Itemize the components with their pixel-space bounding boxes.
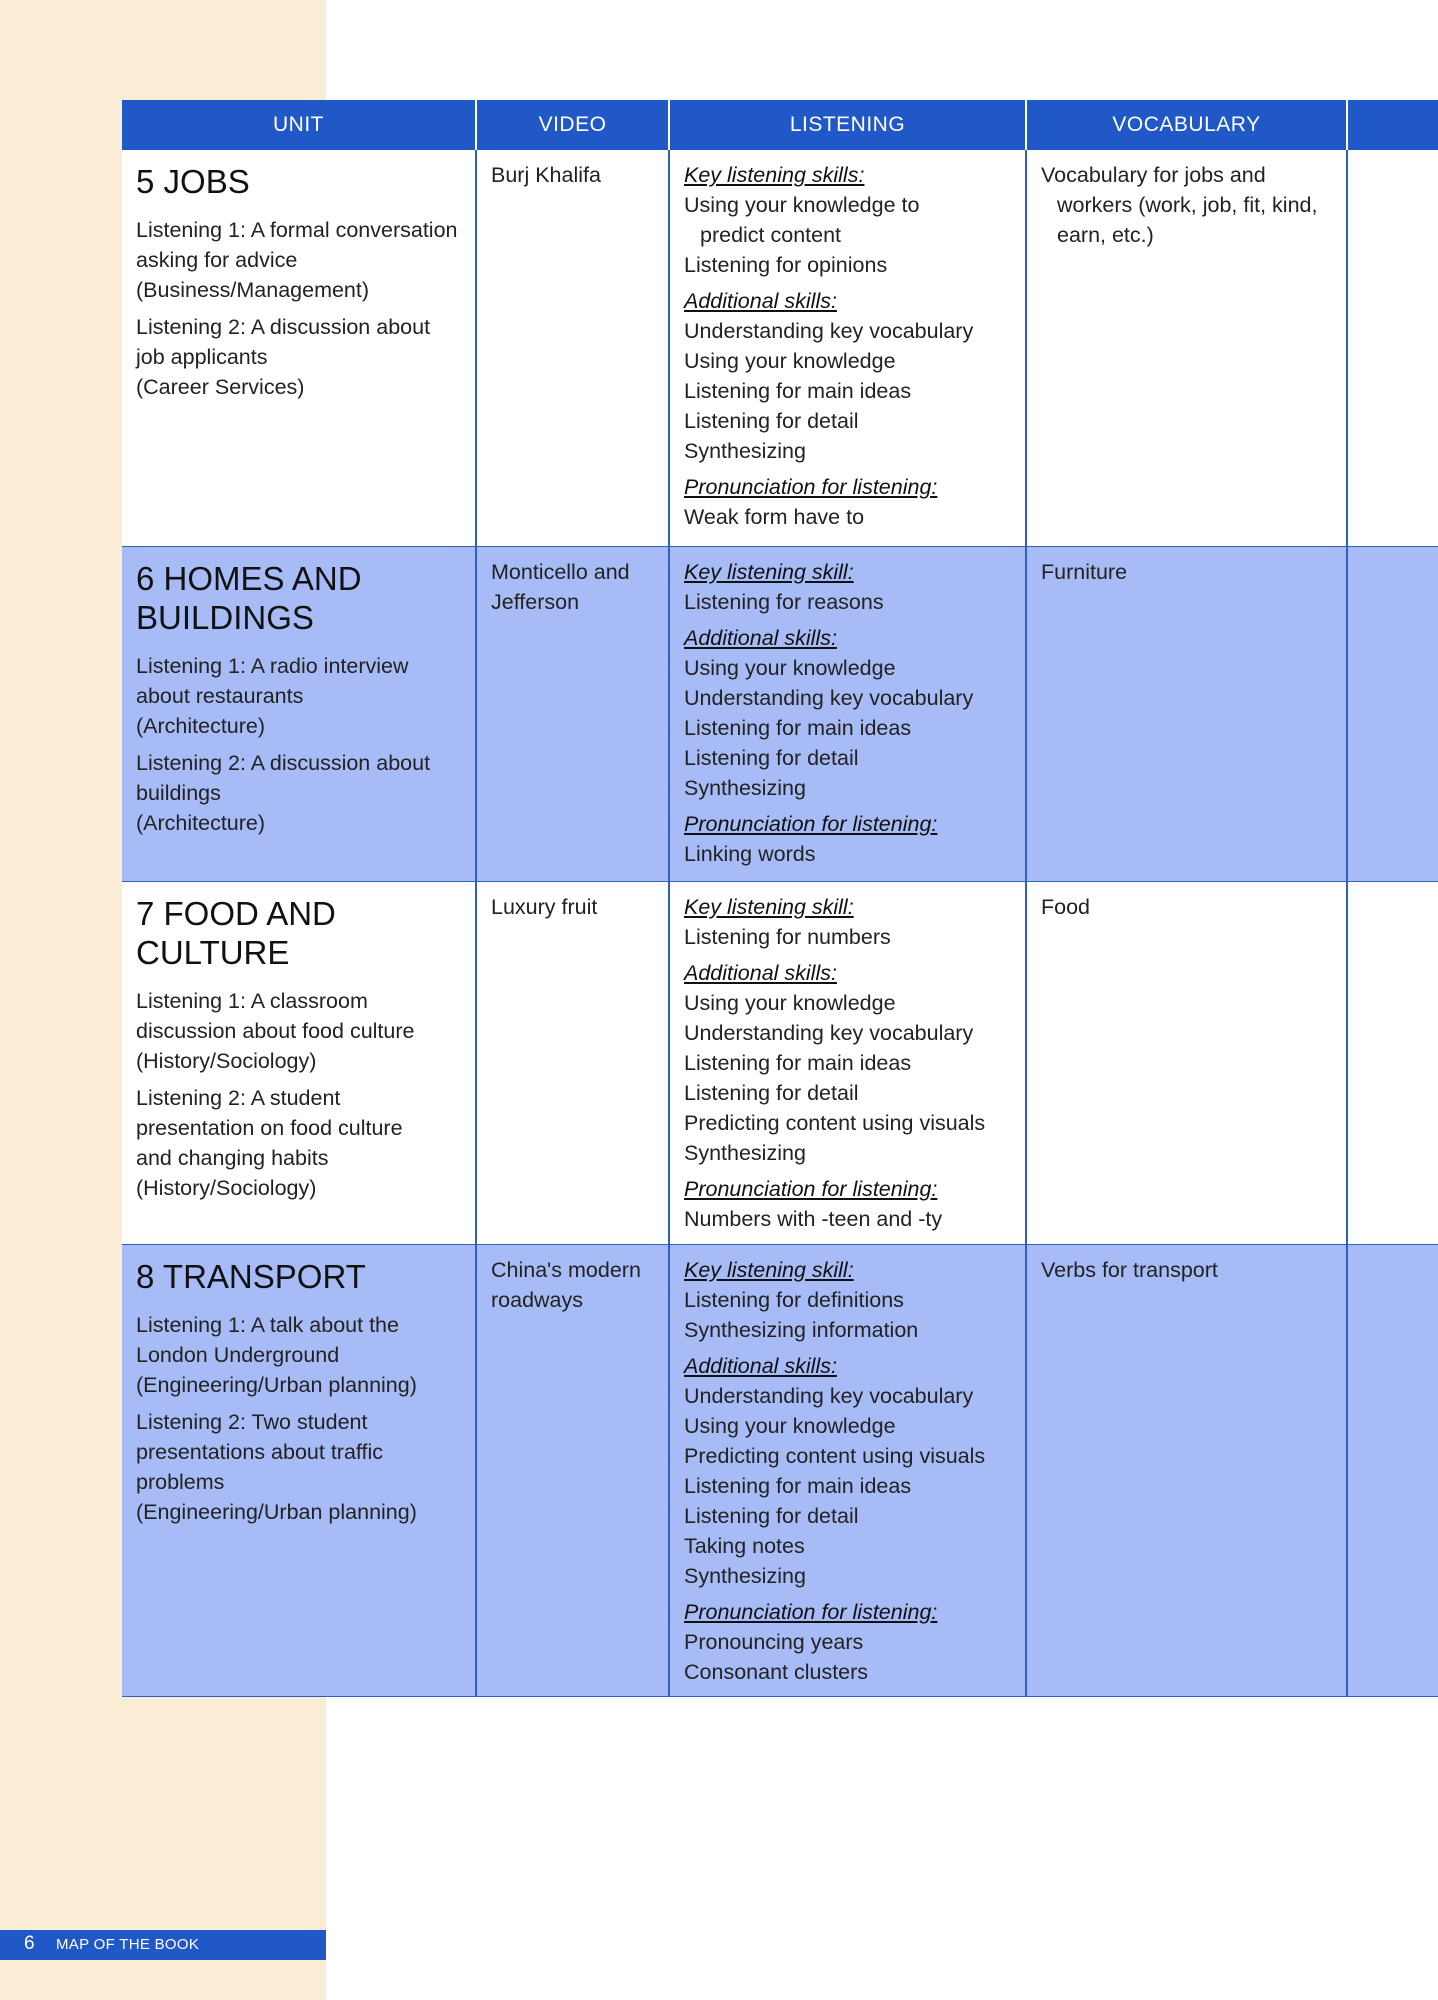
unit-text: buildings — [136, 780, 221, 805]
vocabulary-item: Verbs for transport — [1041, 1257, 1218, 1282]
video-title: Monticello and — [491, 559, 630, 584]
listening-item: Synthesizing — [684, 775, 806, 800]
listening-heading: Additional skills: — [684, 960, 837, 985]
listening-item: Taking notes — [684, 1533, 805, 1558]
listening-item: Pronouncing years — [684, 1629, 864, 1654]
listening-item: Understanding key vocabulary — [684, 1383, 974, 1408]
video-cell — [476, 1244, 669, 1696]
listening-item: predict content — [700, 223, 842, 247]
video-title: Jefferson — [491, 589, 580, 614]
unit-listening-2 — [136, 748, 463, 838]
unit-listening-1 — [136, 1310, 463, 1400]
listening-item: Listening for main ideas — [684, 1473, 912, 1498]
video-title: roadways — [491, 1287, 584, 1312]
video-title: Luxury fruit — [491, 894, 598, 919]
unit-listening-1 — [136, 215, 463, 305]
listening-cell — [669, 150, 1026, 546]
vocabulary-cell — [1026, 150, 1347, 546]
unit-title: 5 JOBS — [136, 163, 250, 200]
listening-cell — [669, 881, 1026, 1244]
vocabulary-item: Food — [1041, 894, 1091, 919]
listening-heading: Key listening skill: — [684, 894, 854, 919]
gutter-cell — [1347, 150, 1438, 546]
vocabulary-cell — [1026, 881, 1347, 1244]
unit-cell — [122, 150, 476, 546]
unit-title — [136, 894, 463, 972]
vocabulary-cell — [1026, 1244, 1347, 1696]
gutter-cell — [1347, 1244, 1438, 1696]
listening-item: Using your knowledge — [684, 655, 896, 680]
header-unit: UNIT — [122, 100, 476, 150]
section-label: MAP OF THE BOOK — [56, 1936, 200, 1953]
listening-heading: Pronunciation for listening: — [684, 475, 938, 499]
listening-item: Listening for main ideas — [684, 1050, 912, 1075]
header-row — [122, 100, 1438, 150]
unit-text: problems — [136, 1469, 225, 1494]
unit-text: (History/Sociology) — [136, 1048, 317, 1073]
map-of-book-table — [122, 100, 1438, 1697]
header-vocabulary: VOCABULARY — [1026, 100, 1347, 150]
listening-item: Using your knowledge — [684, 1413, 896, 1438]
video-title: Burj Khalifa — [491, 163, 601, 187]
header-listening: LISTENING — [669, 100, 1026, 150]
unit-text: (Architecture) — [136, 713, 266, 738]
unit-title-line: 7 FOOD AND — [136, 894, 336, 932]
listening-item: Listening for definitions — [684, 1287, 904, 1312]
listening-heading: Additional skills: — [684, 1353, 837, 1378]
listening-item: Listening for detail — [684, 1503, 859, 1528]
listening-heading: Key listening skill: — [684, 1257, 854, 1282]
video-cell — [476, 881, 669, 1244]
listening-item: Predicting content using visuals — [684, 1443, 986, 1468]
unit-title-line: BUILDINGS — [136, 598, 314, 636]
unit-cell — [122, 881, 476, 1244]
listening-item: Synthesizing information — [684, 1317, 919, 1342]
header-gutter — [1347, 100, 1438, 150]
unit-text: London Underground — [136, 1342, 340, 1367]
unit-text: presentations about traffic — [136, 1439, 384, 1464]
unit-text: (Career Services) — [136, 375, 305, 399]
listening-item: Listening for reasons — [684, 589, 884, 614]
vocabulary-cell — [1026, 546, 1347, 881]
unit-listening-1 — [136, 986, 463, 1076]
unit-text: about restaurants — [136, 683, 304, 708]
unit-text: Listening 1: A radio interview — [136, 653, 409, 678]
unit-cell — [122, 1244, 476, 1696]
video-cell — [476, 150, 669, 546]
listening-heading: Key listening skills: — [684, 163, 865, 187]
unit-row-5 — [122, 150, 1438, 546]
listening-heading: Additional skills: — [684, 289, 837, 313]
listening-item: Listening for numbers — [684, 924, 891, 949]
listening-cell — [669, 546, 1026, 881]
listening-item: Using your knowledge — [684, 349, 896, 373]
unit-text: Listening 2: Two student — [136, 1409, 368, 1434]
unit-text: Listening 2: A discussion about — [136, 750, 431, 775]
vocabulary-item: Vocabulary for jobs and — [1041, 163, 1266, 187]
unit-text: (Business/Management) — [136, 278, 370, 302]
listening-heading: Pronunciation for listening: — [684, 811, 938, 836]
gutter-cell — [1347, 881, 1438, 1244]
listening-item: Consonant clusters — [684, 1659, 869, 1684]
listening-item: Using your knowledge — [684, 990, 896, 1015]
listening-heading: Additional skills: — [684, 625, 837, 650]
unit-row-8 — [122, 1244, 1438, 1696]
video-cell — [476, 546, 669, 881]
listening-heading: Key listening skill: — [684, 559, 854, 584]
unit-text: (Engineering/Urban planning) — [136, 1372, 417, 1397]
listening-item: Listening for detail — [684, 1080, 859, 1105]
unit-listening-2 — [136, 312, 463, 402]
unit-listening-2 — [136, 1407, 463, 1527]
listening-item: Synthesizing — [684, 1140, 806, 1165]
unit-text: presentation on food culture — [136, 1115, 403, 1140]
vocabulary-item: Furniture — [1041, 559, 1128, 584]
unit-title: 8 TRANSPORT — [136, 1257, 366, 1295]
unit-text: and changing habits — [136, 1145, 329, 1170]
listening-item: Listening for detail — [684, 745, 859, 770]
listening-item: Listening for opinions — [684, 253, 888, 277]
unit-row-7 — [122, 881, 1438, 1244]
unit-title — [136, 559, 463, 637]
listening-item: Predicting content using visuals — [684, 1110, 986, 1135]
unit-text: discussion about food culture — [136, 1018, 415, 1043]
vocabulary-item: workers (work, job, fit, kind, — [1057, 193, 1318, 217]
unit-text: Listening 1: A talk about the — [136, 1312, 399, 1337]
unit-text: Listening 2: A discussion about — [136, 315, 431, 339]
unit-text: Listening 1: A classroom — [136, 988, 368, 1013]
unit-listening-1 — [136, 651, 463, 741]
listening-item: Listening for main ideas — [684, 715, 912, 740]
listening-item: Listening for detail — [684, 409, 859, 433]
listening-item: Understanding key vocabulary — [684, 1020, 974, 1045]
unit-text: job applicants — [136, 345, 268, 369]
unit-cell — [122, 546, 476, 881]
unit-row-6 — [122, 546, 1438, 881]
listening-item: Understanding key vocabulary — [684, 319, 974, 343]
unit-title-line: CULTURE — [136, 933, 290, 971]
unit-title-line: 6 HOMES AND — [136, 559, 362, 597]
unit-text: (History/Sociology) — [136, 1175, 317, 1200]
unit-text: Listening 1: A formal conversation — [136, 218, 458, 242]
vocabulary-item: earn, etc.) — [1057, 223, 1154, 247]
video-title: China's modern — [491, 1257, 641, 1282]
listening-item: Synthesizing — [684, 1563, 806, 1588]
unit-text: Listening 2: A student — [136, 1085, 341, 1110]
page-number: 6 — [24, 1933, 35, 1954]
listening-item: Using your knowledge to — [684, 193, 920, 217]
listening-item: Weak form have to — [684, 505, 865, 529]
unit-listening-2 — [136, 1083, 463, 1203]
listening-heading: Pronunciation for listening: — [684, 1599, 938, 1624]
footer-bar — [0, 1930, 326, 1960]
unit-text: asking for advice — [136, 248, 298, 272]
listening-item: Listening for main ideas — [684, 379, 912, 403]
unit-text: (Architecture) — [136, 810, 266, 835]
unit-text: (Engineering/Urban planning) — [136, 1499, 417, 1524]
listening-item: Understanding key vocabulary — [684, 685, 974, 710]
gutter-cell — [1347, 546, 1438, 881]
header-video: VIDEO — [476, 100, 669, 150]
listening-heading: Pronunciation for listening: — [684, 1176, 938, 1201]
listening-item: Synthesizing — [684, 439, 806, 463]
listening-item: Linking words — [684, 841, 816, 866]
listening-item: Numbers with -teen and -ty — [684, 1206, 943, 1231]
listening-cell — [669, 1244, 1026, 1696]
